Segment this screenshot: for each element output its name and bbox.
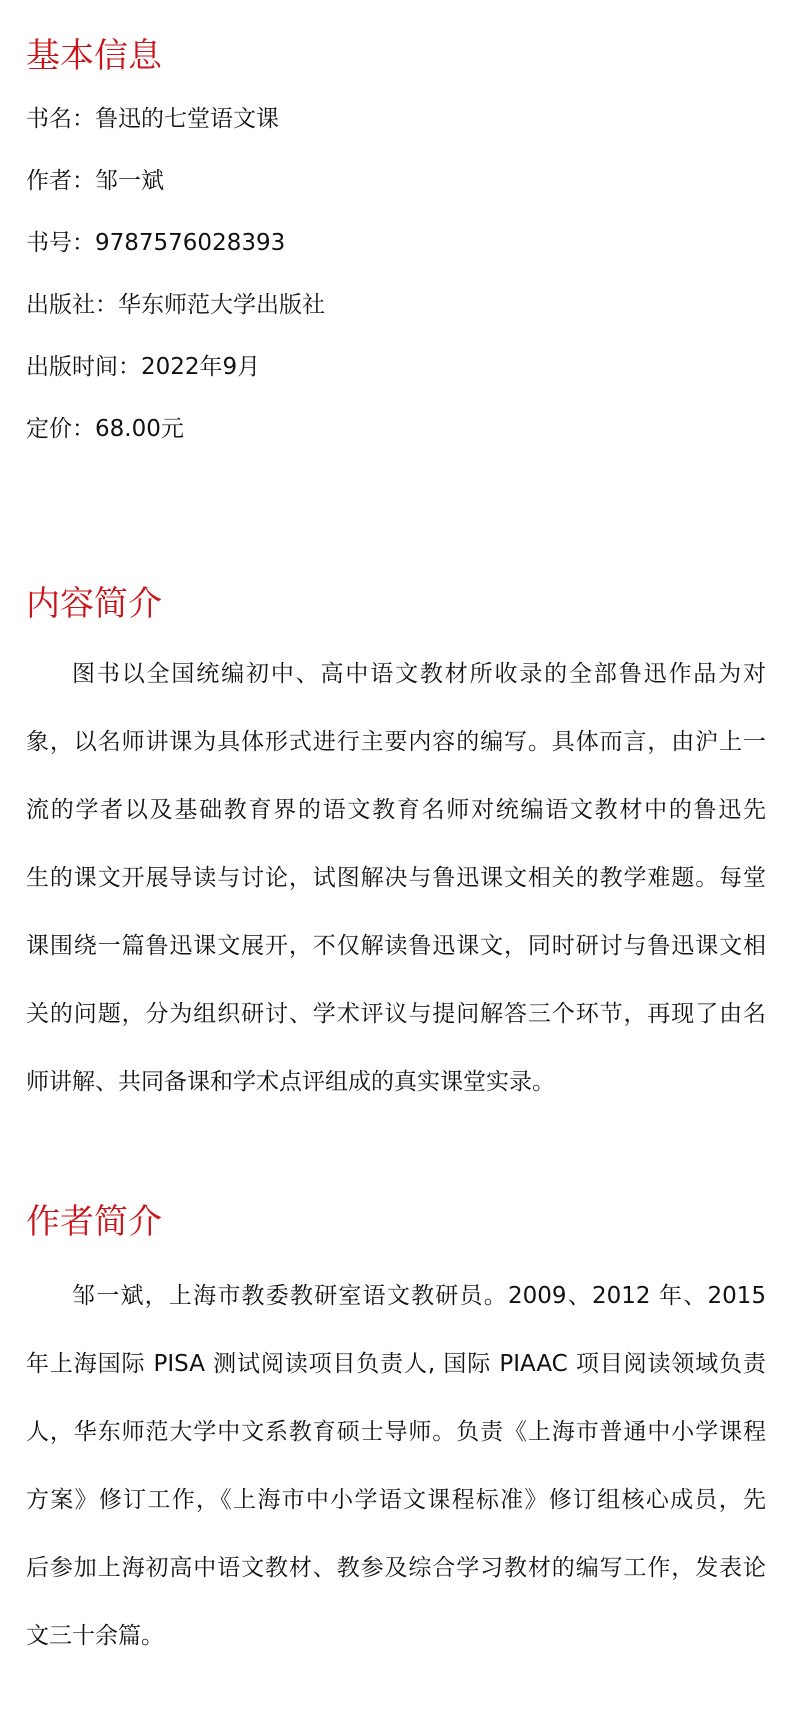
info-isbn: 书号：9787576028393	[26, 230, 286, 256]
author-paragraph	[26, 1262, 766, 1670]
author-line: 方案》修订工作，《上海市中小学语文课程标准》修订组核心成员，先	[26, 1487, 766, 1513]
summary-line: 生的课文开展导读与讨论，试图解决与鲁迅课文相关的教学难题。每堂	[26, 865, 766, 891]
info-price: 定价：68.00元	[26, 416, 184, 442]
summary-line: 流的学者以及基础教育界的语文教育名师对统编语文教材中的鲁迅先	[26, 797, 766, 823]
author-line: 文三十余篇。	[26, 1623, 164, 1649]
info-publish-date: 出版时间：2022年9月	[26, 354, 261, 380]
author-line: 人，华东师范大学中文系教育硕士导师。负责《上海市普通中小学课程	[26, 1419, 766, 1445]
summary-heading: 内容简介	[26, 584, 162, 624]
author-line: 年上海国际 PISA 测试阅读项目负责人, 国际 PIAAC 项目阅读领域负责	[26, 1351, 766, 1377]
author-heading: 作者简介	[26, 1202, 162, 1242]
info-author: 作者：邹一斌	[26, 168, 164, 194]
summary-paragraph	[26, 640, 766, 1116]
author-line: 邹一斌，上海市教委教研室语文教研员。2009、2012 年、2015	[72, 1283, 766, 1309]
summary-line: 关的问题，分为组织研讨、学术评议与提问解答三个环节，再现了由名	[26, 1001, 766, 1027]
summary-line: 课围绕一篇鲁迅课文展开，不仅解读鲁迅课文，同时研讨与鲁迅课文相	[26, 933, 766, 959]
author-line: 后参加上海初高中语文教材、教参及综合学习教材的编写工作，发表论	[26, 1555, 766, 1581]
summary-line: 象，以名师讲课为具体形式进行主要内容的编写。具体而言，由沪上一	[26, 729, 766, 755]
info-publisher: 出版社：华东师范大学出版社	[26, 292, 325, 318]
basic-info-heading: 基本信息	[26, 36, 162, 76]
info-book-title: 书名：鲁迅的七堂语文课	[26, 106, 279, 132]
summary-line: 师讲解、共同备课和学术点评组成的真实课堂实录。	[26, 1069, 555, 1095]
summary-line: 图书以全国统编初中、高中语文教材所收录的全部鲁迅作品为对	[72, 661, 766, 687]
